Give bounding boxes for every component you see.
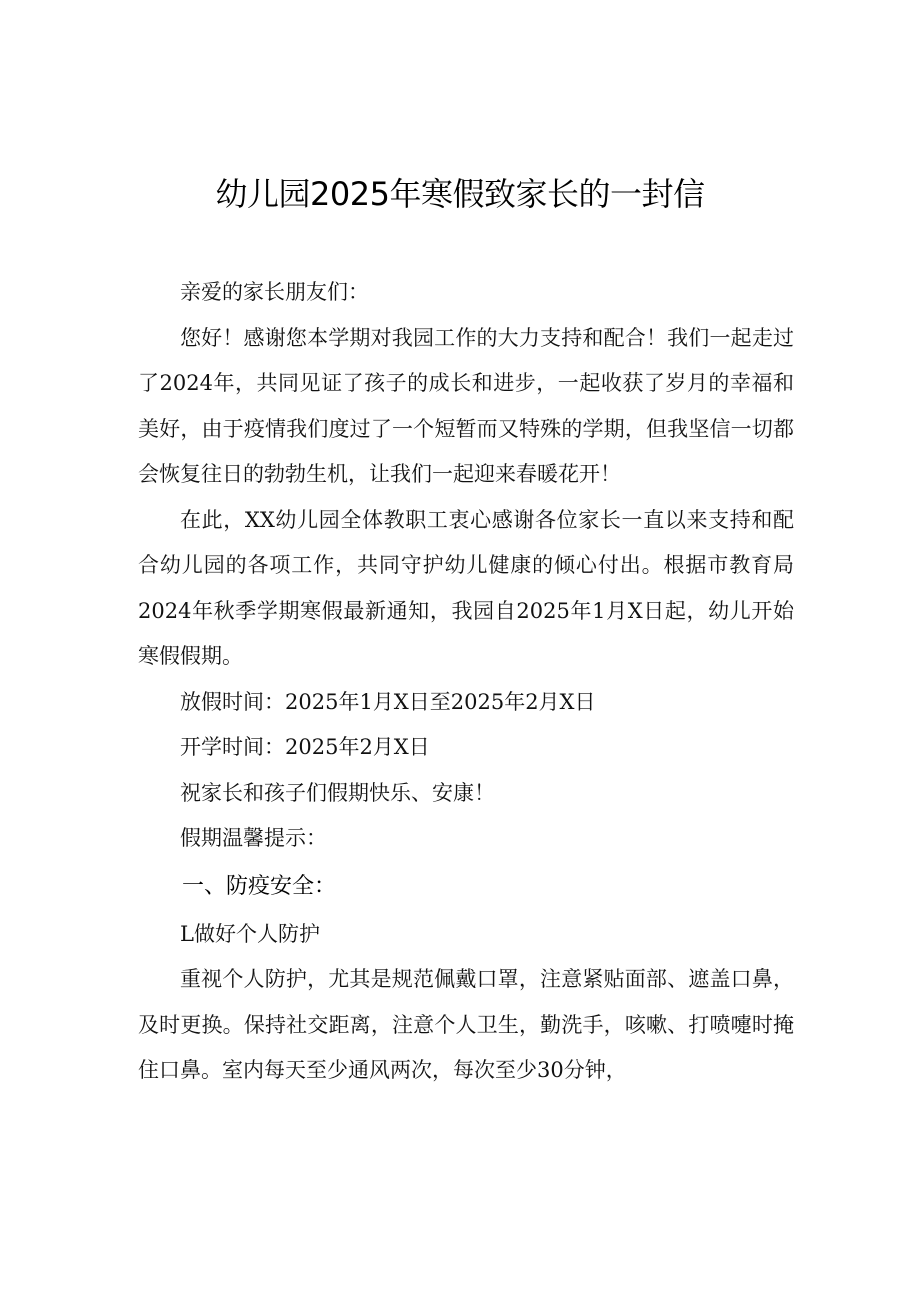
paragraph-notice: 在此，XX幼儿园全体教职工衷心感谢各位家长一直以来支持和配合幼儿园的各项工作，共同守护幼儿健康的倾心付出。根据市教育局2024年秋季学期寒假最新通知，我园自2025年1月X日起，幼儿开始寒假假期。 — [138, 507, 794, 668]
paragraph-thanks: 您好！感谢您本学期对我园工作的大力支持和配合！我们一起走过了2024年，共同见证了孩子的成长和进步，一起收获了岁月的幸福和美好，由于疫情我们度过了一个短暂而又特殊的学期，但我坚信一切都会恢复往日的勃勃生机，让我们一起迎来春暖花开！ — [138, 325, 794, 486]
paragraph-personal-protection: 重视个人防护，尤其是规范佩戴口罩，注意紧贴面部、遮盖口鼻，及时更换。保持社交距离，注意个人卫生，勤洗手，咳嗽、打喷嚏时掩住口鼻。室内每天至少通风两次，每次至少30分钟， — [138, 967, 794, 1082]
letter-body — [138, 270, 794, 1094]
school-start-date: 开学时间：2025年2月X日 — [180, 735, 430, 759]
document-title: 幼儿园2025年寒假致家长的一封信 — [215, 175, 705, 213]
holiday-wish: 祝家长和孩子们假期快乐、安康！ — [180, 780, 495, 805]
holiday-period: 放假时间：2025年1月X日至2025年2月X日 — [180, 689, 596, 714]
tips-label: 假期温馨提示： — [180, 826, 327, 850]
greeting: 亲爱的家长朋友们： — [180, 280, 369, 304]
section-heading-epidemic-safety: 一、防疫安全： — [182, 873, 337, 899]
item-title-personal-protection: L做好个人防护 — [180, 921, 320, 946]
